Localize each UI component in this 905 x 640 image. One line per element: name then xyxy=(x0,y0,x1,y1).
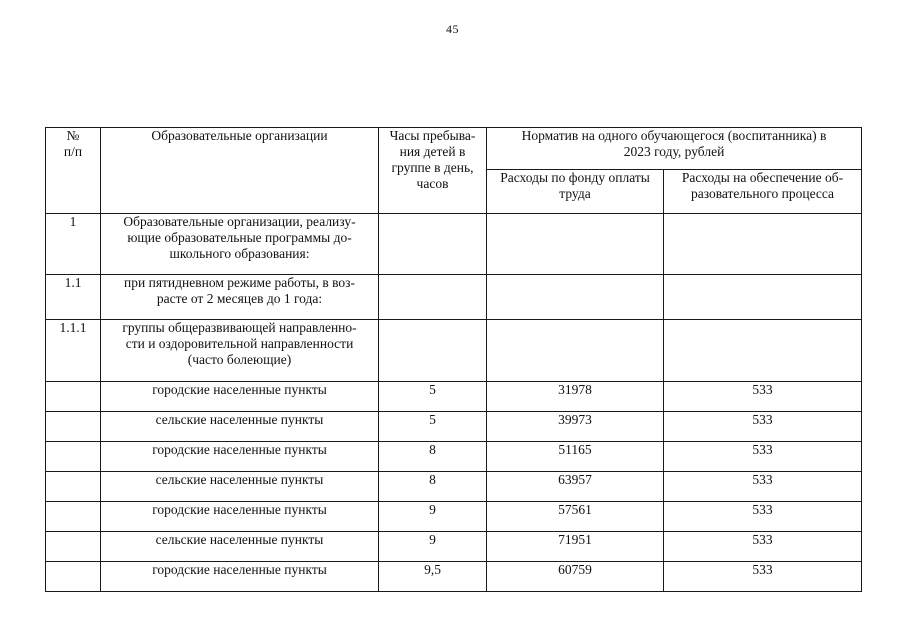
row-name: сельские населенные пункты xyxy=(101,532,379,562)
table-row xyxy=(46,442,862,472)
row-num xyxy=(46,382,101,412)
section-name-text: при пятидневном режиме работы, в воз- расте от 2 месяцев до 1 года: xyxy=(124,275,355,306)
row-wage: 39973 xyxy=(487,412,664,442)
section-num: 1 xyxy=(46,214,101,275)
empty-cell xyxy=(664,275,862,320)
row-wage: 60759 xyxy=(487,562,664,592)
row-edu: 533 xyxy=(664,412,862,442)
table-row xyxy=(46,502,862,532)
row-num xyxy=(46,472,101,502)
empty-cell xyxy=(664,214,862,275)
empty-cell xyxy=(664,320,862,382)
row-wage: 31978 xyxy=(487,382,664,412)
header-wage-text: Расходы по фонду оплаты труда xyxy=(500,170,650,201)
section-name-text: Образовательные организации, реализу- ющие образовательные программы до- школьного образования: xyxy=(123,214,356,261)
section-name xyxy=(101,275,379,320)
header-edu xyxy=(664,170,862,214)
header-hours xyxy=(379,128,487,214)
row-hours: 9,5 xyxy=(379,562,487,592)
empty-cell xyxy=(487,275,664,320)
empty-cell xyxy=(379,320,487,382)
section-num: 1.1 xyxy=(46,275,101,320)
row-name: городские населенные пункты xyxy=(101,502,379,532)
row-edu: 533 xyxy=(664,442,862,472)
row-num xyxy=(46,502,101,532)
row-hours: 8 xyxy=(379,442,487,472)
row-wage: 71951 xyxy=(487,532,664,562)
header-norm-text: Норматив на одного обучающегося (воспитанника) в 2023 году, рублей xyxy=(521,128,827,159)
empty-cell xyxy=(487,320,664,382)
header-org-text: Образовательные организации xyxy=(151,128,328,143)
header-hours-text: Часы пребыва- ния детей в группе в день, часов xyxy=(389,128,476,191)
section-num: 1.1.1 xyxy=(46,320,101,382)
header-edu-text: Расходы на обеспечение об- разовательного процесса xyxy=(681,170,844,201)
header-norm xyxy=(487,128,862,170)
page-number: 45 xyxy=(446,22,459,36)
row-name: городские населенные пункты xyxy=(101,382,379,412)
row-num xyxy=(46,532,101,562)
section-name xyxy=(101,320,379,382)
row-edu: 533 xyxy=(664,532,862,562)
row-name: городские населенные пункты xyxy=(101,442,379,472)
row-num xyxy=(46,442,101,472)
row-hours: 5 xyxy=(379,412,487,442)
row-edu: 533 xyxy=(664,502,862,532)
row-wage: 63957 xyxy=(487,472,664,502)
row-hours: 9 xyxy=(379,532,487,562)
empty-cell xyxy=(487,214,664,275)
section-row xyxy=(46,320,862,382)
norms-table xyxy=(45,127,862,592)
header-org xyxy=(101,128,379,214)
header-row xyxy=(46,128,862,170)
row-hours: 5 xyxy=(379,382,487,412)
section-row xyxy=(46,275,862,320)
table-row xyxy=(46,412,862,442)
table-row xyxy=(46,472,862,502)
empty-cell xyxy=(379,275,487,320)
row-hours: 9 xyxy=(379,502,487,532)
row-hours: 8 xyxy=(379,472,487,502)
row-num xyxy=(46,412,101,442)
row-edu: 533 xyxy=(664,472,862,502)
table-row xyxy=(46,382,862,412)
row-name: сельские населенные пункты xyxy=(101,412,379,442)
section-name xyxy=(101,214,379,275)
row-num xyxy=(46,562,101,592)
row-edu: 533 xyxy=(664,382,862,412)
empty-cell xyxy=(379,214,487,275)
table-row xyxy=(46,532,862,562)
table-row xyxy=(46,562,862,592)
row-name: городские населенные пункты xyxy=(101,562,379,592)
row-name: сельские населенные пункты xyxy=(101,472,379,502)
header-num-text: № п/п xyxy=(63,128,83,159)
header-wage xyxy=(487,170,664,214)
row-wage: 51165 xyxy=(487,442,664,472)
row-wage: 57561 xyxy=(487,502,664,532)
section-row xyxy=(46,214,862,275)
header-num xyxy=(46,128,101,214)
row-edu: 533 xyxy=(664,562,862,592)
section-name-text: группы общеразвивающей направленно- сти и оздоровительной направленности (часто болеющие) xyxy=(122,320,357,367)
